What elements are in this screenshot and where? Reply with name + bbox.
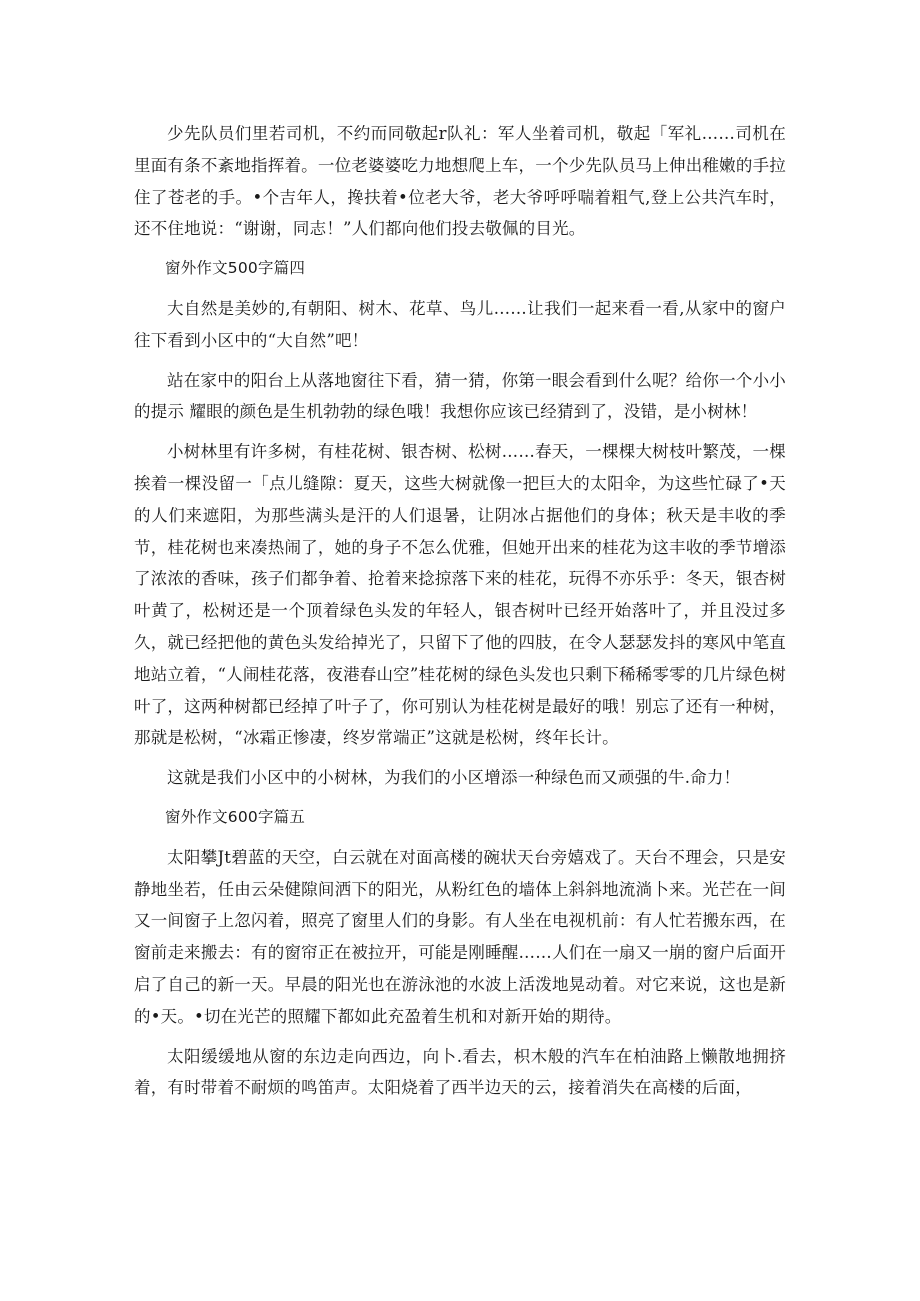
paragraph: 大自然是美妙的,有朝阳、树木、花草、鸟儿……让我们一起来看一看,从家中的窗户往下看到小区中的“大自然”吧！: [134, 298, 786, 350]
paragraph: 太阳缓缓地从窗的东边走向西边，向卜.看去，枳木般的汽车在柏油路上懒散地拥挤着，有时带着不耐烦的鸣笛声。太阳烧着了西半边天的云，接着消失在高楼的后面，: [134, 1046, 786, 1098]
paragraph: 小树林里有许多树，有桂花树、银杏树、松树……春天，一棵棵大树枝叶繁茂，一棵挨着一棵没留一「点儿缝隙：夏天，这些大树就像一把巨大的太阳伞，为这些忙碌了•天的人们来遮阳，为那些满头是汗的人们退暑，让阴冰占据他们的身体；秋天是丰收的季节，桂花树也来凑热闹了，她的身子不怎么优雅，但她开出来的桂花为这丰收的季节增添了浓浓的香味，孩子们都争着、抢着来捻掠落下来的桂花，玩得不亦乐乎：冬天，银杏树叶黄了，松树还是一个顶着绿色头发的年轻人，银杏树叶已经开始落叶了，并且没过多久，就已经把他的黄色头发给掉光了，只留下了他的四肢，在令人瑟瑟发抖的寒风中笔直地站立着，“人闹桂花落，夜港春山空”桂花树的绿色头发也只剩下稀稀零零的几片绿色树叶了，这两种树都已经掉了叶子了，你可别认为桂花树是最好的哦！别忘了还有一种树，那就是松树，“冰霜正惨凄，终岁常端正”这就是松树，终年长计。: [134, 442, 786, 748]
paragraph: 站在家中的阳台上从落地窗往下看，猜一猜，你第一眼会看到什么呢？给你一个小小的提示 耀眼的颜色是生机勃勃的绿色哦！我想你应该已经猜到了，没错，是小树林！: [134, 370, 786, 422]
paragraph: 太阳攀Jt碧蓝的天空，白云就在对面高楼的碗状天台旁嬉戏了。天台不理会，只是安静地坐若，任由云朵健隙间洒下的阳光，从粉红色的墙体上斜斜地流淌卜来。光芒在一间又一间窗子上忽闪着，照亮了窗里人们的身影。有人坐在电视机前：有人忙若搬东西，在窗前走来搬去：有的窗帘正在被拉开，可能是刚睡醒……人们在一扇又一崩的窗户后面开启了自己的新一天。早晨的阳光也在游泳池的水波上活泼地晃动着。对它来说，这也是新的•天。•切在光芒的照耀下都如此充盈着生机和对新开始的期待。: [134, 847, 786, 1026]
paragraph: 这就是我们小区中的小树林，为我们的小区增添一种绿色而又顽强的牛.命力！: [167, 768, 741, 788]
document-body: [134, 118, 786, 1112]
section-heading: 窗外作文600字篇五: [165, 807, 306, 826]
paragraph: 少先队员们里若司机，不约而同敬起r队礼：军人坐着司机，敬起「军礼……司机在里面有条不紊地指挥着。一位老婆婆吃力地想爬上车，一个少先队员马上伸出稚嫩的手拉住了苍老的手。•个吉年人，搀扶着•位老大爷，老大爷呼呼喘着粗气,登上公共汽车时，还不住地说：“谢谢，同志！”人们都向他们投去敬佩的目光。: [134, 124, 786, 239]
section-heading: 窗外作文500字篇四: [165, 259, 306, 278]
